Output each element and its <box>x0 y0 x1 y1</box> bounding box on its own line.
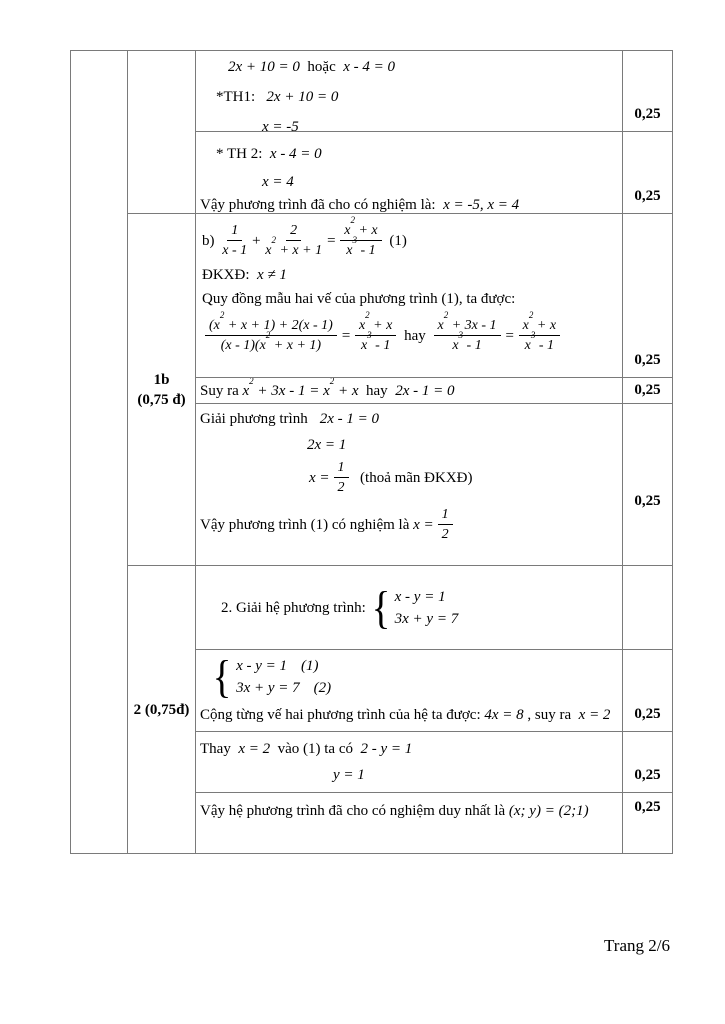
superscript: 2 <box>365 310 370 321</box>
text-run: Giải phương trình <box>200 411 308 427</box>
score-cell <box>622 132 672 213</box>
text-run: 2. Giải hệ phương trình: <box>221 599 370 616</box>
fraction <box>222 222 247 259</box>
question-label-line: 1b <box>153 371 170 388</box>
table-section <box>128 213 672 565</box>
score-cell <box>622 566 672 649</box>
fraction-denominator: $x^2 + x + 1$ <box>265 235 323 258</box>
solution-line <box>262 172 618 192</box>
score-value: 0,25 <box>634 106 661 122</box>
solution-cell <box>196 650 622 731</box>
left-brace: { <box>212 651 232 702</box>
superscript: 2 <box>271 235 276 246</box>
section-rows <box>196 566 672 853</box>
score-value: 0,25 <box>634 706 661 722</box>
math-expression: x - 4 = 0 <box>343 59 396 75</box>
fraction-numerator: 1 <box>334 459 349 478</box>
fraction-numerator: $x^2 + x$ <box>355 317 396 336</box>
text-run: hay <box>358 382 396 399</box>
score-value: 0,25 <box>634 493 661 509</box>
math-expression: x = 4 <box>262 174 294 190</box>
math-expression: 2x - 1 = 0 <box>319 411 379 427</box>
math-expression: x = 2 <box>578 707 611 723</box>
math-expression: x - 4 = 0 <box>269 146 322 162</box>
math-expression: x = <box>309 469 330 486</box>
superscript: 2 <box>528 310 534 321</box>
table-row <box>196 377 672 403</box>
text-run: Quy đồng mẫu hai vế của phương trình (1), ta được: <box>202 291 516 307</box>
equation-tag: (1) <box>301 658 319 674</box>
fraction-denominator: $x^3 - 1$ <box>452 330 482 353</box>
question-label <box>128 214 196 565</box>
system-rows <box>236 656 331 698</box>
solution-cell <box>196 404 622 565</box>
text-run: Suy ra <box>200 382 243 399</box>
section-rows <box>196 214 672 565</box>
math-expression: 2x = 1 <box>307 437 347 453</box>
text-run: , suy ra <box>523 707 579 723</box>
equation-tag: (2) <box>313 680 332 696</box>
table-row <box>196 131 672 213</box>
text-run: (1) <box>385 232 407 249</box>
score-cell <box>622 51 672 131</box>
math-expression: = <box>504 327 515 344</box>
text-run: Thay <box>200 741 239 757</box>
score-value: 0,25 <box>634 382 661 398</box>
solution-line <box>211 651 618 702</box>
fraction <box>205 310 337 354</box>
math-expression: 2 - y = 1 <box>360 741 413 757</box>
text-run: Cộng từng vế hai phương trình của hệ ta được: <box>200 707 485 723</box>
solution-line <box>307 435 618 455</box>
math-expression: 2x + 10 = 0 <box>266 89 339 105</box>
question-label <box>128 51 196 213</box>
solution-line <box>200 195 618 213</box>
solution-line <box>202 265 618 285</box>
solution-line <box>333 765 618 785</box>
text-run: vào (1) ta có <box>270 741 361 757</box>
fraction-numerator: $x^2 + x$ <box>340 222 381 241</box>
system-equation: x - y = 1 <box>394 588 446 605</box>
table-section <box>128 51 672 213</box>
math-expression: 2x - 1 = 0 <box>395 382 455 399</box>
system-equation: 3x + y = 7 <box>394 610 459 627</box>
fraction-denominator: $(x - 1)(x^2 + x + 1)$ <box>220 330 322 353</box>
math-expression: = <box>326 232 337 249</box>
superscript: 2 <box>443 310 449 321</box>
math-expression: = <box>340 327 351 344</box>
math-expression: (x; y) = (2;1) <box>508 803 589 819</box>
superscript: 2 <box>249 378 254 386</box>
table-row <box>196 403 672 565</box>
solution-line <box>201 310 618 354</box>
solution-line <box>228 57 618 77</box>
superscript: 3 <box>367 330 372 341</box>
solution-line <box>200 506 618 543</box>
fraction-numerator: $x^2 + x$ <box>519 317 560 336</box>
math-expression: x = -5, x = 4 <box>443 197 520 213</box>
fraction-denominator: x - 1 <box>222 243 248 258</box>
fraction <box>434 310 501 354</box>
page-number: Trang 2/6 <box>604 936 670 955</box>
fraction-denominator: $x^3 - 1$ <box>524 330 555 353</box>
text-run: Vậy phương trình (1) có nghiệm là <box>200 516 414 533</box>
math-expression: x = -5 <box>262 119 299 131</box>
system-equation: 3x + y = 7 (2) <box>236 680 332 696</box>
solution-line <box>216 144 618 164</box>
solution-line <box>202 215 618 259</box>
system-rows <box>395 587 459 629</box>
solution-cell <box>196 51 622 131</box>
fraction <box>438 506 453 543</box>
fraction <box>334 459 349 496</box>
text-run: hay <box>400 327 430 344</box>
fraction-numerator: 1 <box>438 506 453 525</box>
empty-first-column <box>71 51 128 853</box>
section-rows <box>196 51 672 213</box>
score-cell <box>622 404 672 565</box>
fraction-numerator: 1 <box>227 222 242 241</box>
score-cell <box>622 378 672 403</box>
math-expression: $x^2 + 3x - 1 = x^2 + x$ <box>243 381 359 401</box>
table-row <box>196 731 672 792</box>
superscript: 2 <box>329 378 335 386</box>
math-expression: x ≠ 1 <box>257 267 287 283</box>
question-label <box>128 566 196 853</box>
superscript: 2 <box>265 330 271 341</box>
fraction <box>340 215 381 259</box>
table-row <box>196 649 672 731</box>
score-value: 0,25 <box>634 799 661 815</box>
table-section <box>128 565 672 853</box>
superscript: 2 <box>350 215 355 226</box>
superscript: 3 <box>352 235 357 246</box>
score-cell <box>622 650 672 731</box>
fraction-numerator: 2 <box>286 222 301 241</box>
solution-cell <box>196 132 622 213</box>
solution-line <box>202 289 618 309</box>
fraction-numerator: $(x^2 + x + 1) + 2(x - 1)$ <box>205 317 337 336</box>
fraction <box>355 310 396 354</box>
fraction-denominator: 2 <box>441 527 449 542</box>
table-row <box>196 214 672 377</box>
text-run: ĐKXĐ: <box>202 267 257 283</box>
fraction <box>519 310 560 354</box>
question-label-line: 2 (0,75đ) <box>133 701 190 718</box>
fraction-denominator: 2 <box>337 480 345 495</box>
spacer <box>308 419 320 420</box>
math-expression: y = 1 <box>333 767 365 783</box>
fraction-denominator: $x^3 - 1$ <box>346 235 376 258</box>
score-cell <box>622 732 672 792</box>
math-expression: x = 2 <box>238 741 271 757</box>
fraction-numerator: $x^2 + 3x - 1$ <box>434 317 501 336</box>
solution-line <box>216 87 618 107</box>
table-body <box>128 51 672 853</box>
solution-cell <box>196 732 622 792</box>
text-run: *TH1: <box>216 89 267 105</box>
solution-line <box>200 739 618 759</box>
score-cell <box>622 214 672 377</box>
solution-cell <box>196 378 622 403</box>
solution-line <box>262 117 618 131</box>
text-run: * TH 2: <box>216 146 270 162</box>
fraction-denominator: $x^3 - 1$ <box>360 330 391 353</box>
text-run: (thoả mãn ĐKXĐ) <box>352 469 473 486</box>
system-equation: x - y = 1 (1) <box>236 658 319 674</box>
question-label-line: (0,75 đ) <box>137 391 186 408</box>
system-of-equations <box>370 581 459 633</box>
text-run: Vậy hệ phương trình đã cho có nghiệm duy nhất là <box>200 803 509 819</box>
solution-cell <box>196 566 622 649</box>
superscript: 3 <box>530 330 536 341</box>
solution-line <box>309 459 618 496</box>
math-expression: 2x + 10 = 0 <box>228 59 300 75</box>
math-expression: + <box>251 232 262 249</box>
table-row <box>196 792 672 853</box>
solution-cell <box>196 793 622 853</box>
solution-line <box>221 581 618 633</box>
solution-line <box>200 409 618 429</box>
solution-line <box>200 378 618 401</box>
system-of-equations <box>211 651 332 702</box>
math-expression: 4x = 8 <box>484 707 524 723</box>
superscript: 2 <box>219 310 225 321</box>
solution-line <box>200 705 618 725</box>
score-value: 0,25 <box>634 352 661 368</box>
left-brace: { <box>371 581 390 633</box>
fraction <box>265 222 322 259</box>
table-row <box>196 566 672 649</box>
text-run: b) <box>202 232 219 249</box>
solution-line <box>200 801 618 821</box>
score-cell <box>622 793 672 853</box>
superscript: 3 <box>458 330 464 341</box>
solution-cell <box>196 214 622 377</box>
answer-key-table <box>70 50 673 854</box>
text-run: Vậy phương trình đã cho có nghiệm là: <box>200 197 444 213</box>
math-expression: x = <box>413 516 434 533</box>
score-value: 0,25 <box>634 767 661 783</box>
table-row <box>196 51 672 131</box>
text-run: hoặc <box>299 59 344 75</box>
score-value: 0,25 <box>634 188 661 204</box>
